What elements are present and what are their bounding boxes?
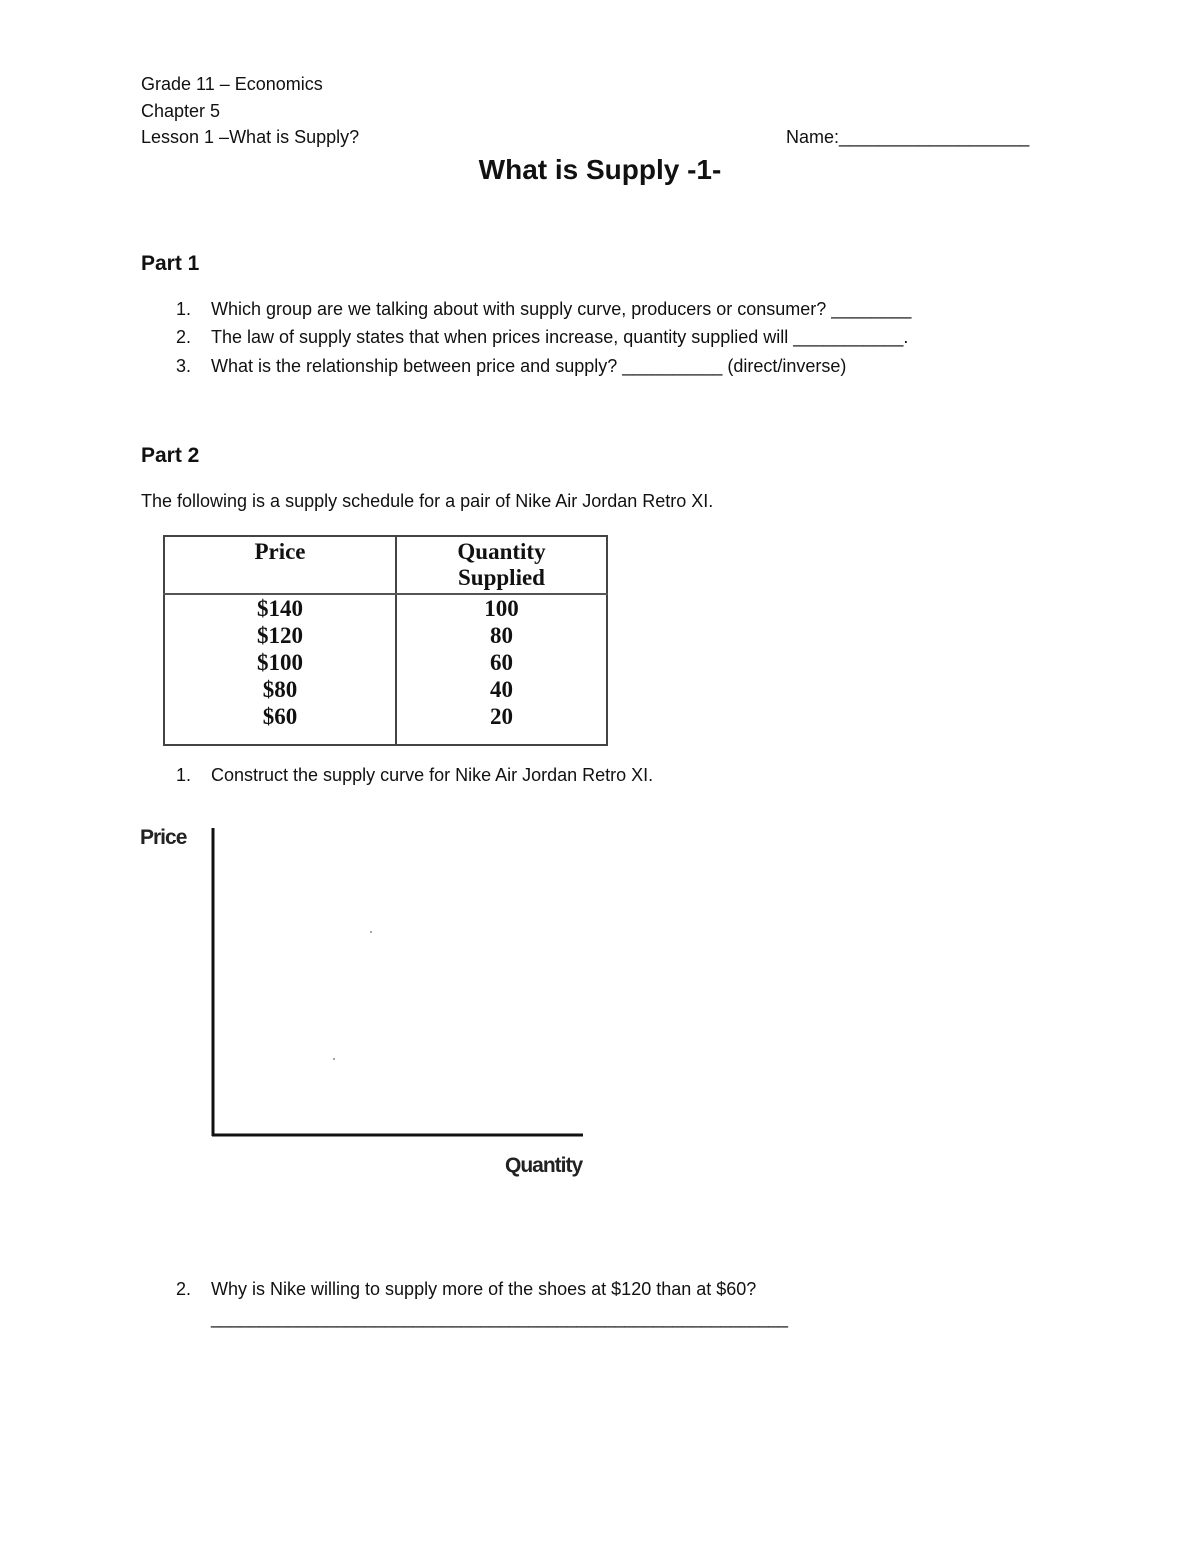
table-row	[164, 594, 607, 622]
blank-graph-axes	[200, 820, 600, 1150]
lesson-label: Lesson 1 –What is Supply?	[141, 127, 360, 147]
chapter-label: Chapter 5	[141, 101, 221, 121]
price-cell: $100	[164, 649, 396, 676]
graph-y-axis-label: Price	[140, 826, 187, 849]
course-label: Grade 11 – Economics	[141, 74, 323, 94]
stray-dot	[370, 931, 372, 933]
table-row	[164, 676, 607, 703]
part2-q2-number: 2.	[176, 1279, 192, 1299]
price-cell: $140	[164, 594, 396, 622]
part2-q1-number: 1.	[176, 765, 192, 785]
page-title: What is Supply -1-	[478, 154, 722, 185]
price-cell: $60	[164, 703, 396, 745]
part1-q2-number: 2.	[176, 327, 192, 347]
part1-q1-text: Which group are we talking about with supply curve, producers or consumer? ________	[211, 299, 912, 319]
supply-schedule-table	[163, 535, 608, 746]
price-cell: $120	[164, 622, 396, 649]
quantity-cell: 20	[396, 703, 607, 745]
quantity-cell: 100	[396, 594, 607, 622]
quantity-cell: 80	[396, 622, 607, 649]
table-row	[164, 622, 607, 649]
part1-heading: Part 1	[141, 252, 200, 275]
quantity-cell: 60	[396, 649, 607, 676]
stray-dot	[333, 1058, 335, 1060]
name-field: Name:___________________	[786, 127, 1030, 147]
price-cell: $80	[164, 676, 396, 703]
part1-q3-number: 3.	[176, 356, 192, 376]
part1-q3-text: What is the relationship between price and supply? __________ (direct/inverse)	[211, 356, 847, 376]
price-column-header: Price	[164, 536, 396, 594]
part2-heading: Part 2	[141, 444, 200, 467]
table-row	[164, 703, 607, 745]
part1-q1-number: 1.	[176, 299, 192, 319]
part2-intro: The following is a supply schedule for a pair of Nike Air Jordan Retro XI.	[141, 491, 714, 511]
part2-q2-text: Why is Nike willing to supply more of the shoes at $120 than at $60?	[211, 1279, 757, 1299]
answer-line: ____________________________________________________________	[211, 1308, 788, 1328]
part2-q1-text: Construct the supply curve for Nike Air Jordan Retro XI.	[211, 765, 654, 785]
table-header-row	[164, 536, 607, 594]
part1-q2-text: The law of supply states that when prices increase, quantity supplied will ___________.	[211, 327, 909, 347]
table-row	[164, 649, 607, 676]
quantity-column-header: Quantity Supplied	[396, 536, 607, 594]
graph-x-axis-label: Quantity	[505, 1154, 583, 1177]
quantity-cell: 40	[396, 676, 607, 703]
